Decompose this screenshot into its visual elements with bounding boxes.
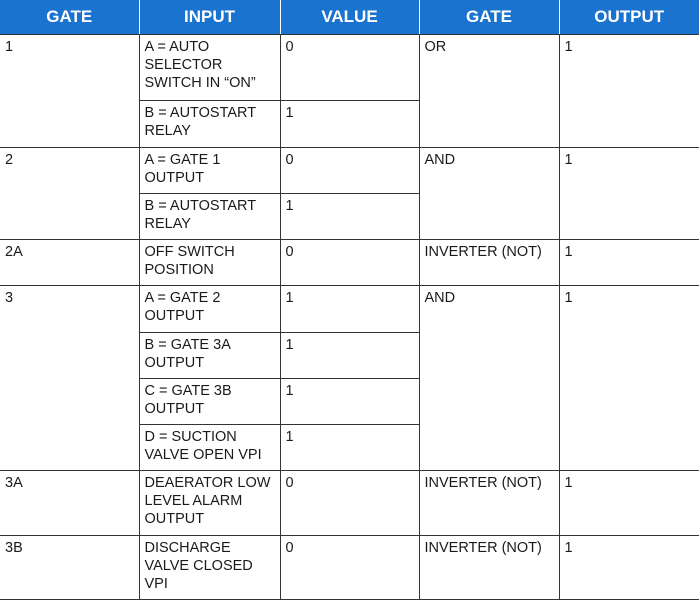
gate-type-cell: OR <box>419 35 559 148</box>
header-input: INPUT <box>139 0 280 35</box>
header-output: OUTPUT <box>559 0 699 35</box>
value-cell: 1 <box>280 193 419 239</box>
input-cell: B = GATE 3A OUTPUT <box>139 332 280 378</box>
gate-type-cell: INVERTER (NOT) <box>419 471 559 535</box>
table-row <box>0 286 699 332</box>
input-cell: DISCHARGE VALVE CLOSED VPI <box>139 535 280 599</box>
input-cell: A = GATE 1 OUTPUT <box>139 147 280 193</box>
output-cell: 1 <box>559 35 699 148</box>
table-row <box>0 471 699 535</box>
table-body <box>0 35 699 600</box>
value-cell: 0 <box>280 147 419 193</box>
input-cell: A = AUTO SELECTOR SWITCH IN “ON” <box>139 35 280 101</box>
value-cell: 0 <box>280 240 419 286</box>
table-header <box>0 0 699 35</box>
input-cell: D = SUCTION VALVE OPEN VPI <box>139 424 280 470</box>
output-cell: 1 <box>559 535 699 599</box>
value-cell: 1 <box>280 332 419 378</box>
output-cell: 1 <box>559 471 699 535</box>
output-cell: 1 <box>559 240 699 286</box>
input-cell: B = AUTOSTART RELAY <box>139 101 280 147</box>
header-row <box>0 0 699 35</box>
value-cell: 0 <box>280 35 419 101</box>
input-cell: B = AUTOSTART RELAY <box>139 193 280 239</box>
table-row <box>0 535 699 599</box>
input-cell: OFF SWITCH POSITION <box>139 240 280 286</box>
input-cell: DEAERATOR LOW LEVEL ALARM OUTPUT <box>139 471 280 535</box>
gate-id-cell: 2 <box>0 147 139 239</box>
value-cell: 0 <box>280 471 419 535</box>
gate-id-cell: 3A <box>0 471 139 535</box>
gate-type-cell: AND <box>419 286 559 471</box>
gate-id-cell: 2A <box>0 240 139 286</box>
table-row <box>0 35 699 101</box>
table-row <box>0 147 699 193</box>
value-cell: 1 <box>280 101 419 147</box>
gate-type-cell: INVERTER (NOT) <box>419 535 559 599</box>
value-cell: 1 <box>280 424 419 470</box>
header-value: VALUE <box>280 0 419 35</box>
output-cell: 1 <box>559 286 699 471</box>
table-row <box>0 240 699 286</box>
gate-id-cell: 3B <box>0 535 139 599</box>
value-cell: 0 <box>280 535 419 599</box>
output-cell: 1 <box>559 147 699 239</box>
input-cell: A = GATE 2 OUTPUT <box>139 286 280 332</box>
header-gate-type: GATE <box>419 0 559 35</box>
value-cell: 1 <box>280 286 419 332</box>
value-cell: 1 <box>280 378 419 424</box>
header-gate: GATE <box>0 0 139 35</box>
input-cell: C = GATE 3B OUTPUT <box>139 378 280 424</box>
gate-id-cell: 3 <box>0 286 139 471</box>
gate-type-cell: AND <box>419 147 559 239</box>
gate-type-cell: INVERTER (NOT) <box>419 240 559 286</box>
gate-id-cell: 1 <box>0 35 139 148</box>
